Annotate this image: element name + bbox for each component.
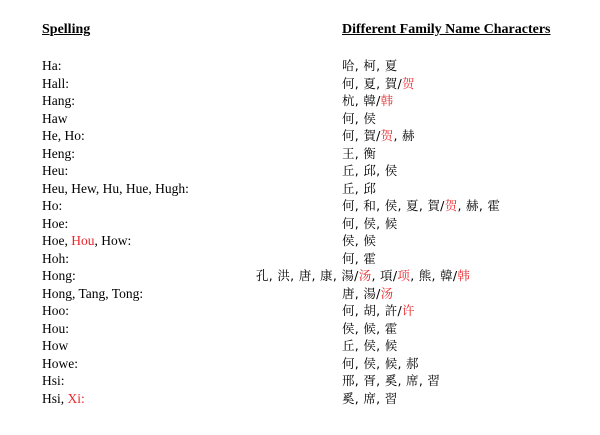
table-row <box>0 302 600 320</box>
spelling-cell <box>42 372 65 390</box>
simplified-character: 韩 <box>380 93 394 108</box>
characters-cell <box>342 180 376 198</box>
spelling-cell <box>42 232 131 250</box>
spelling-text: Haw <box>42 110 68 126</box>
characters-text: 何, 胡, 許/ <box>342 303 403 318</box>
characters-text: 唐, 湯/ <box>342 285 381 301</box>
characters-text: 哈, 柯, 夏 <box>342 58 398 73</box>
spelling-cell <box>42 390 85 408</box>
spelling-text: He, Ho: <box>42 128 85 143</box>
table-row <box>0 92 600 110</box>
characters-text: 侯, 候 <box>342 233 377 248</box>
spelling-text: Hsi, <box>42 390 68 406</box>
spelling-text: Ho: <box>42 198 63 213</box>
spelling-text: Ha: <box>42 58 62 73</box>
table-row <box>0 110 600 128</box>
characters-text: 侯, 候, 霍 <box>342 320 398 336</box>
characters-cell <box>342 337 398 355</box>
spelling-text: How <box>42 338 69 353</box>
spelling-cell <box>42 145 75 163</box>
table-row <box>0 372 600 390</box>
spelling-cell <box>42 75 69 93</box>
characters-cell <box>342 355 419 373</box>
spelling-text: Hoo: <box>42 303 69 318</box>
spelling-text: Hong: <box>42 268 76 283</box>
characters-cell <box>342 92 393 110</box>
characters-cell <box>342 372 440 390</box>
simplified-character: 项 <box>397 268 411 283</box>
characters-cell <box>342 390 398 408</box>
spelling-text: Heu: <box>42 163 69 178</box>
table-row <box>0 250 600 268</box>
spelling-text: Howe: <box>42 355 78 371</box>
spelling-cell <box>42 285 143 303</box>
characters-text: 何, 賀/ <box>342 128 381 143</box>
characters-text: 王, 衡 <box>342 145 377 161</box>
simplified-character: 许 <box>402 303 415 318</box>
spelling-cell <box>42 215 68 233</box>
spelling-cell <box>42 320 69 338</box>
spelling-cell <box>42 57 62 75</box>
simplified-character: 韩 <box>457 268 471 283</box>
characters-text: 何, 侯, 候, 郝 <box>342 355 419 371</box>
characters-cell <box>342 320 398 338</box>
spelling-cell <box>42 355 78 373</box>
characters-text: 丘, 邱 <box>342 180 377 196</box>
spelling-text: Heng: <box>42 145 75 161</box>
table-row <box>0 57 600 75</box>
spelling-cell <box>42 180 189 198</box>
simplified-character: 贺 <box>402 75 415 91</box>
characters-cell <box>342 215 398 233</box>
spelling-text: Hoe, <box>42 233 72 248</box>
table-row <box>0 127 600 145</box>
spelling-text: Hsi: <box>42 373 65 388</box>
characters-text: 孔, 洪, 唐, 康, 湯/ <box>256 268 359 283</box>
table-row <box>0 75 600 93</box>
spelling-highlight: Hou <box>71 233 95 248</box>
spelling-cell <box>42 162 68 180</box>
spelling-cell <box>42 92 75 110</box>
spelling-text: Hoe: <box>42 215 69 231</box>
characters-text: 奚, 席, 習 <box>342 390 398 406</box>
characters-cell <box>256 267 470 285</box>
spelling-text: Hou: <box>42 320 69 336</box>
characters-text: 何, 侯, 候 <box>342 215 398 231</box>
simplified-character: 贺 <box>380 128 394 143</box>
characters-text: 何, 侯 <box>342 110 377 126</box>
characters-cell <box>342 127 415 145</box>
characters-cell <box>342 232 376 250</box>
spelling-cell <box>42 197 62 215</box>
spelling-cell <box>42 110 68 128</box>
table-row <box>0 267 600 285</box>
characters-text: 杭, 韓/ <box>342 93 381 108</box>
spelling-cell <box>42 302 69 320</box>
table-row <box>0 197 600 215</box>
characters-text: 何, 和, 侯, 夏, 賀/ <box>342 198 445 213</box>
spelling-cell <box>42 127 85 145</box>
table-row <box>0 162 600 180</box>
characters-text: 何, 夏, 賀/ <box>342 75 403 91</box>
spelling-highlight: Xi: <box>67 390 85 406</box>
spelling-cell <box>42 250 69 268</box>
spelling-cell <box>42 267 76 285</box>
characters-cell <box>342 250 376 268</box>
table-row <box>0 285 600 303</box>
characters-cell <box>342 75 415 93</box>
characters-cell <box>342 57 398 75</box>
name-table <box>0 57 600 407</box>
simplified-character: 贺 <box>444 198 458 213</box>
characters-cell <box>342 145 376 163</box>
spelling-cell <box>42 337 68 355</box>
table-row <box>0 232 600 250</box>
characters-cell <box>342 285 393 303</box>
characters-text: 丘, 邱, 侯 <box>342 163 398 178</box>
characters-text: , 項/ <box>371 268 398 283</box>
spelling-text: Hong, Tang, Tong: <box>42 285 144 301</box>
table-row <box>0 337 600 355</box>
spelling-text: Hall: <box>42 75 69 91</box>
table-row <box>0 215 600 233</box>
table-row <box>0 180 600 198</box>
spelling-text: , How: <box>94 233 132 248</box>
simplified-character: 汤 <box>358 268 372 283</box>
characters-text: , 赫 <box>393 128 415 143</box>
spelling-text: Hoh: <box>42 250 69 266</box>
table-row <box>0 355 600 373</box>
characters-text: 何, 霍 <box>342 250 377 266</box>
characters-text: , 熊, 韓/ <box>410 268 458 283</box>
characters-column-header: Different Family Name Characters <box>342 22 551 37</box>
spelling-text: Heu, Hew, Hu, Hue, Hugh: <box>42 180 189 196</box>
characters-text: 丘, 侯, 候 <box>342 338 398 353</box>
characters-text: 邢, 胥, 奚, 席, 習 <box>342 373 441 388</box>
simplified-character: 汤 <box>380 285 394 301</box>
characters-cell <box>342 302 415 320</box>
characters-cell <box>342 110 376 128</box>
table-row <box>0 390 600 408</box>
characters-cell <box>342 162 398 180</box>
spelling-text: Hang: <box>42 93 75 108</box>
table-row <box>0 145 600 163</box>
spelling-column-header: Spelling <box>42 22 91 37</box>
characters-text: , 赫, 霍 <box>457 198 501 213</box>
table-row <box>0 320 600 338</box>
characters-cell <box>342 197 500 215</box>
